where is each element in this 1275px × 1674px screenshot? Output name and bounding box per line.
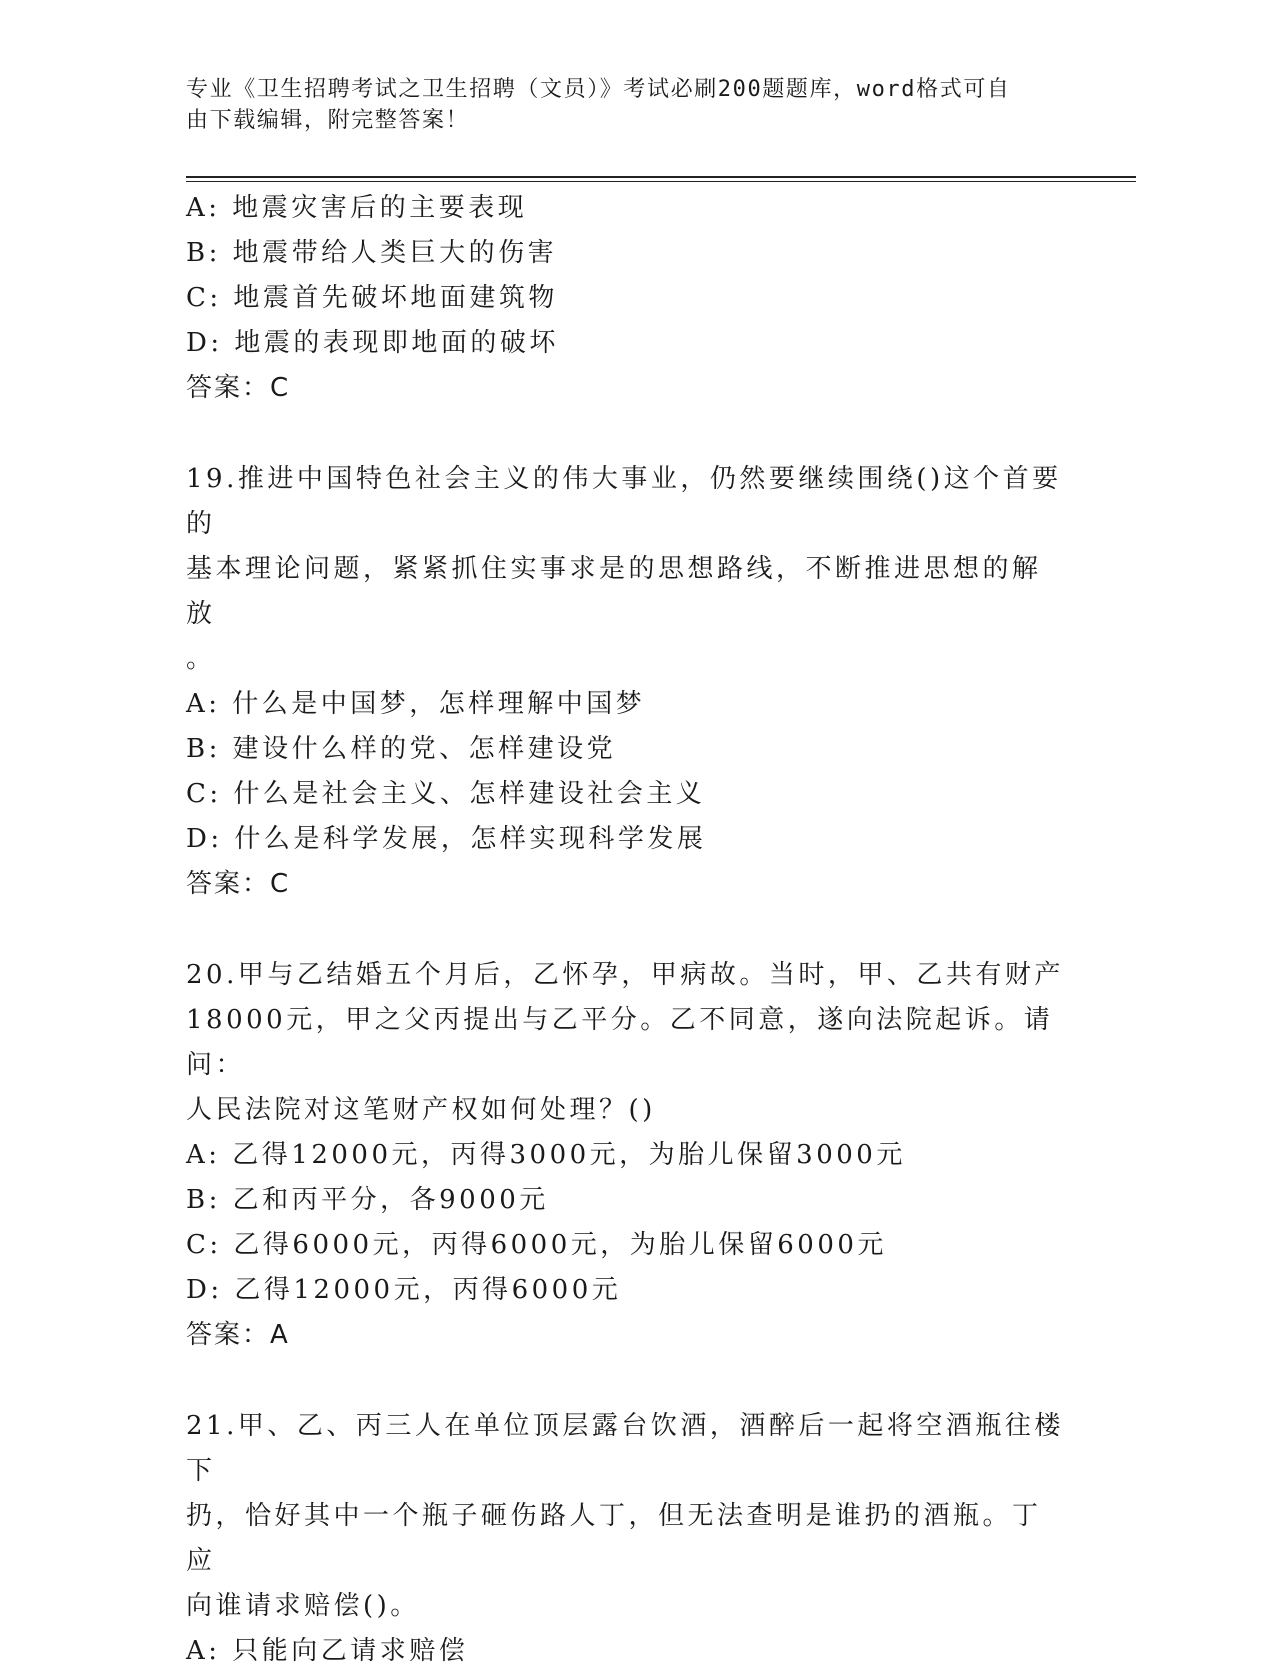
question-stem-line: 基本理论问题，紧紧抓住实事求是的思想路线，不断推进思想的解放 xyxy=(186,554,1042,629)
document-header xyxy=(186,74,1066,136)
option-d: D: 地震的表现即地面的破坏 xyxy=(186,328,559,358)
option-b: B: 乙和丙平分，各9000元 xyxy=(186,1185,549,1215)
option-c: C: 乙得6000元，丙得6000元，为胎儿保留6000元 xyxy=(186,1230,887,1260)
question-stem-line: 。 xyxy=(186,644,216,674)
header-line-1: 专业《卫生招聘考试之卫生招聘（文员）》考试必刷200题题库，word格式可自 xyxy=(186,77,1011,102)
question-21 xyxy=(186,1404,1066,1674)
header-divider-thin xyxy=(186,181,1136,182)
option-a: A: 地震灾害后的主要表现 xyxy=(186,193,528,223)
question-stem-line: 人民法院对这笔财产权如何处理？() xyxy=(186,1095,656,1125)
question-stem-line: 20.甲与乙结婚五个月后，乙怀孕，甲病故。当时，甲、乙共有财产 xyxy=(186,960,1064,990)
answer-line: 答案：C xyxy=(186,373,291,403)
option-a: A: 乙得12000元，丙得3000元，为胎儿保留3000元 xyxy=(186,1140,906,1170)
option-b: B: 地震带给人类巨大的伤害 xyxy=(186,238,558,268)
option-b: B: 建设什么样的党、怎样建设党 xyxy=(186,734,617,764)
header-line-2: 由下载编辑，附完整答案！ xyxy=(186,108,470,133)
question-19 xyxy=(186,457,1066,907)
option-d: D: 什么是科学发展，怎样实现科学发展 xyxy=(186,824,707,854)
answer-line: 答案：A xyxy=(186,1320,290,1350)
question-18 xyxy=(186,186,1066,411)
option-a: A: 什么是中国梦，怎样理解中国梦 xyxy=(186,689,646,719)
option-c: C: 地震首先破坏地面建筑物 xyxy=(186,283,558,313)
question-20 xyxy=(186,953,1066,1358)
question-stem-line: 18000元，甲之父丙提出与乙平分。乙不同意，遂向法院起诉。请问： xyxy=(186,1005,1054,1080)
option-d: D: 乙得12000元，丙得6000元 xyxy=(186,1275,622,1305)
spacer xyxy=(186,411,1066,457)
question-stem-line: 向谁请求赔偿()。 xyxy=(186,1591,420,1621)
question-list xyxy=(186,186,1066,1674)
option-a: A: 只能向乙请求赔偿 xyxy=(186,1636,469,1666)
spacer xyxy=(186,1358,1066,1404)
spacer xyxy=(186,907,1066,953)
question-stem-line: 扔，恰好其中一个瓶子砸伤路人丁，但无法查明是谁扔的酒瓶。丁应 xyxy=(186,1501,1042,1576)
header-divider-thick xyxy=(186,176,1136,178)
question-stem-line: 21.甲、乙、丙三人在单位顶层露台饮酒，酒醉后一起将空酒瓶往楼下 xyxy=(186,1411,1064,1486)
option-c: C: 什么是社会主义、怎样建设社会主义 xyxy=(186,779,706,809)
answer-line: 答案：C xyxy=(186,869,291,899)
question-stem-line: 19.推进中国特色社会主义的伟大事业，仍然要继续围绕()这个首要的 xyxy=(186,464,1062,539)
